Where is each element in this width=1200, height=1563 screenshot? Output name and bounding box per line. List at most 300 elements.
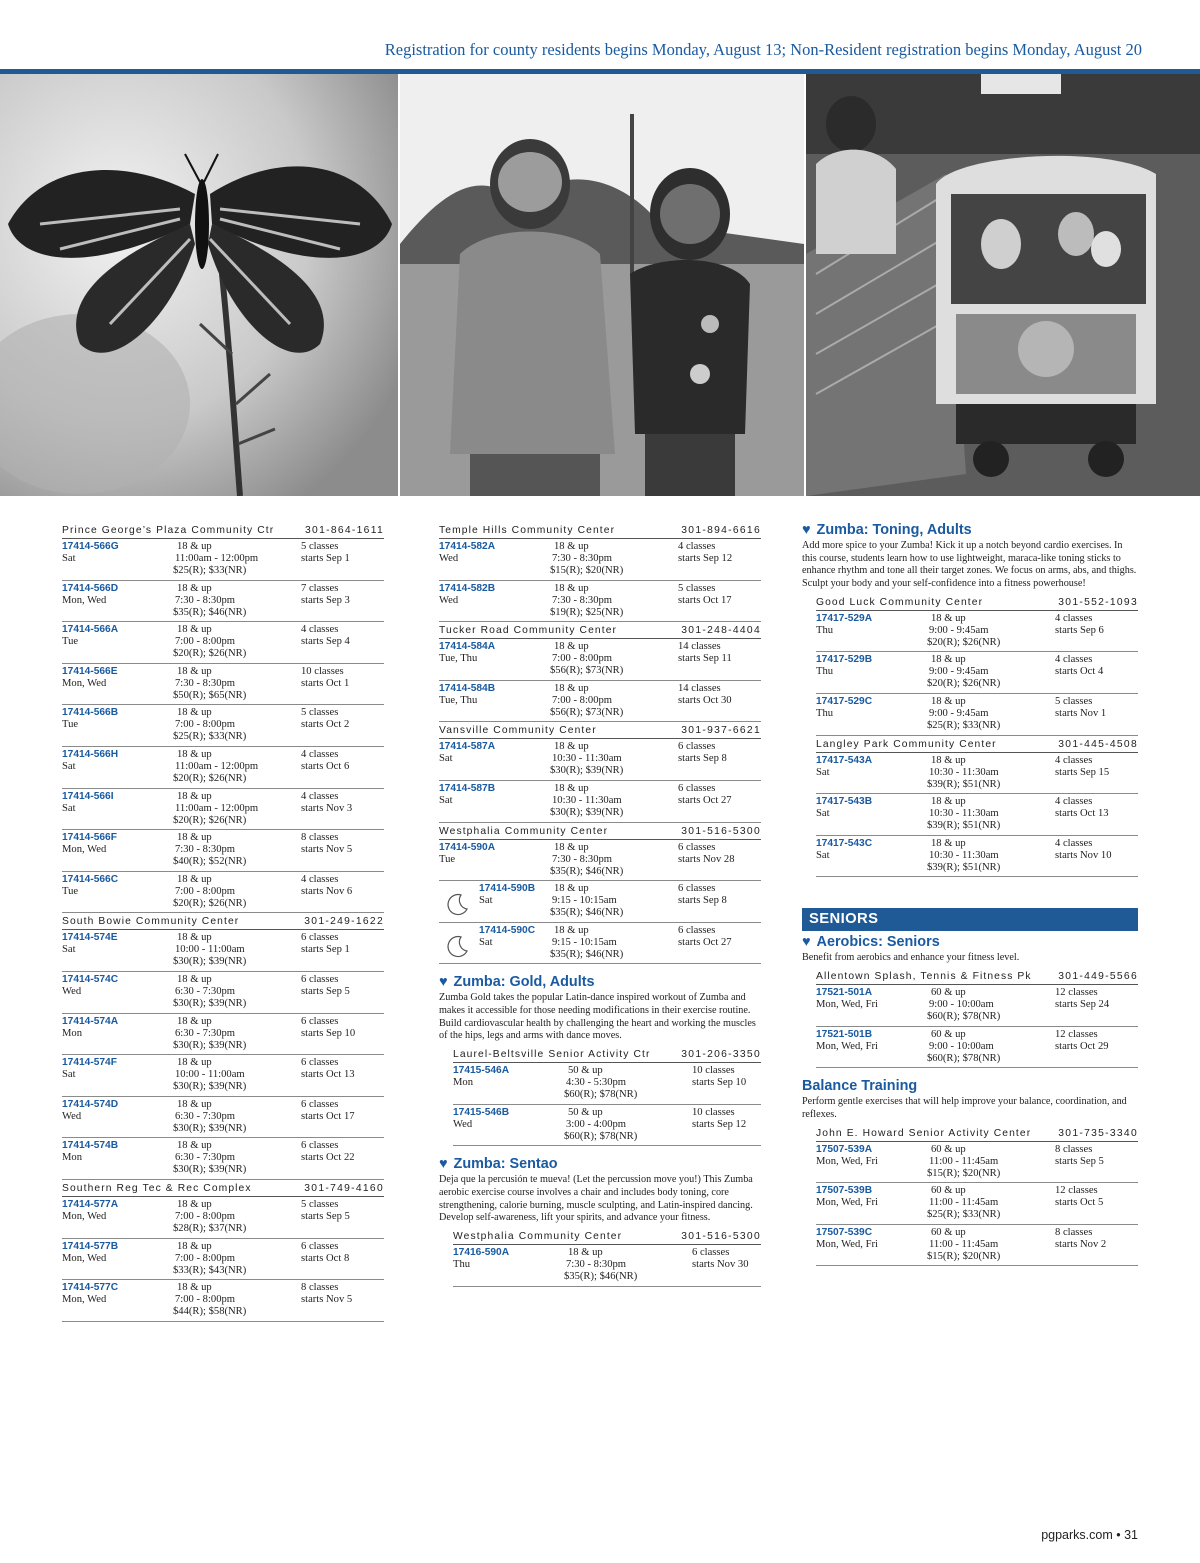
class-days: Sat [62,760,76,772]
class-code: 17417-529B [816,654,873,666]
heart-icon: ♥ [439,1156,448,1173]
class-age: 18 & up [177,1198,212,1210]
class-age: 18 & up [554,641,589,653]
class-age: 18 & up [177,541,212,552]
class-count: 4 classes [301,748,339,760]
venue-name: Vansville Community Center [439,725,597,737]
class-time: 11:00am - 12:00pm [175,802,259,814]
class-age: 18 & up [177,1098,212,1110]
class-fee: $25(R); $33(NR) [927,1209,1001,1221]
class-time: 7:30 - 8:30pm [175,594,236,606]
section-title [439,974,761,990]
class-count: 5 classes [301,541,339,552]
class-code: 17417-529C [816,696,873,707]
class-row [816,836,1138,878]
class-code: 17417-529A [816,612,873,624]
class-start: starts Nov 5 [301,844,353,856]
class-fee: $56(R); $73(NR) [550,665,624,677]
class-days: Wed [453,1118,473,1130]
class-code: 17414-590B [479,883,536,895]
kids-face-paint-photo [400,74,804,496]
class-start: starts Sep 5 [301,1210,350,1222]
class-time: 10:30 - 11:30am [552,794,622,806]
class-days: Wed [439,553,459,564]
section-title-text: Zumba: Sentao [453,1156,558,1173]
class-code: 17521-501A [816,987,873,999]
class-age: 18 & up [554,782,589,794]
class-time: 10:00 - 11:00am [175,944,245,956]
class-count: 8 classes [301,1282,339,1294]
venue-phone: 301-516-5300 [681,1231,761,1243]
section-description: Zumba Gold takes the popular Latin-dance inspired workout of Zumba and makes it accessible for those needing modifications in their exercise routine. Build cardiovascular health by challenging the heart and working the muscles of the hips, legs and arms with dance moves. [439,992,756,1042]
class-count: 4 classes [1055,796,1093,808]
class-start: starts Oct 17 [301,1110,355,1122]
class-code: 17414-566F [62,832,117,844]
class-age: 18 & up [177,1240,212,1252]
class-age: 18 & up [931,754,966,766]
class-start: starts Sep 1 [301,553,350,564]
class-fee: $28(R); $37(NR) [173,1222,247,1234]
class-start: starts Nov 10 [1055,849,1112,861]
class-start: starts Oct 1 [301,677,350,689]
class-days: Thu [453,1259,471,1271]
class-row [62,1097,384,1139]
class-age: 50 & up [568,1065,603,1077]
class-count: 6 classes [678,841,716,853]
class-start: starts Nov 5 [301,1294,353,1306]
class-row [62,622,384,664]
class-days: Sat [816,808,830,820]
class-count: 12 classes [1055,987,1098,999]
class-time: 11:00 - 11:45am [929,1197,999,1209]
class-age: 18 & up [177,1282,212,1294]
class-age: 50 & up [568,1106,603,1118]
class-start: starts Nov 1 [1055,708,1107,719]
class-row [816,1142,1138,1184]
class-row [439,581,761,623]
class-count: 4 classes [1055,754,1093,766]
class-code: 17414-574C [62,973,119,985]
class-fee: $15(R); $20(NR) [550,565,624,576]
class-count: 6 classes [692,1247,730,1259]
class-time: 9:00 - 9:45am [929,666,989,678]
class-time: 9:00 - 10:00am [929,1040,994,1052]
class-start: starts Nov 28 [678,853,735,865]
class-count: 6 classes [301,1015,339,1027]
class-fee: $44(R); $58(NR) [173,1306,247,1318]
class-row [453,1245,761,1287]
venue-name: Southern Reg Tec & Rec Complex [62,1182,252,1194]
class-count: 7 classes [301,582,339,594]
venue-name: Tucker Road Community Center [439,625,618,637]
class-count: 8 classes [1055,1143,1093,1155]
class-days: Mon, Wed, Fri [816,1238,878,1250]
class-count: 6 classes [301,973,339,985]
venue-header [816,1125,1138,1142]
class-time: 7:30 - 8:30pm [175,677,236,689]
class-fee: $15(R); $20(NR) [927,1250,1001,1262]
class-row [62,872,384,914]
section-description: Benefit from aerobics and enhance your fitness level. [802,952,1020,964]
class-start: starts Oct 8 [301,1252,350,1264]
class-start: starts Oct 4 [1055,666,1104,678]
class-count: 8 classes [301,832,339,844]
class-age: 60 & up [931,1226,966,1238]
class-row [816,753,1138,795]
class-code: 17414-566H [62,748,119,760]
train-ride-photo [806,74,1200,496]
class-age: 18 & up [554,883,589,895]
class-start: starts Oct 27 [678,794,732,806]
venue-phone: 301-516-5300 [681,825,761,837]
venue-header [453,1228,761,1245]
class-start: starts Oct 2 [301,719,350,731]
class-fee: $25(R); $33(NR) [173,731,247,743]
class-row [62,664,384,706]
class-time: 10:00 - 11:00am [175,1069,245,1081]
class-count: 6 classes [678,883,716,895]
class-time: 7:00 - 8:00pm [175,636,236,648]
class-row [62,1280,384,1322]
venue-name: Langley Park Community Center [816,738,997,750]
venue-phone: 301-735-3340 [1058,1127,1138,1139]
class-row [62,972,384,1014]
class-days: Sat [479,936,493,948]
venue-name: Westphalia Community Center [439,825,609,837]
class-row [439,639,761,681]
class-code: 17414-566G [62,541,119,552]
class-age: 18 & up [931,796,966,808]
class-days: Mon, Wed, Fri [816,999,878,1011]
class-time: 7:30 - 8:30pm [566,1259,627,1271]
class-days: Tue, Thu [439,653,478,665]
class-fee: $15(R); $20(NR) [927,1167,1001,1179]
class-start: starts Sep 5 [301,985,350,997]
section-title [439,1156,761,1172]
venue-header [439,722,761,739]
class-time: 9:00 - 9:45am [929,624,989,636]
class-age: 18 & up [931,696,966,707]
class-fee: $20(R); $26(NR) [173,814,247,826]
class-row [62,830,384,872]
class-count: 10 classes [692,1106,735,1118]
class-count: 6 classes [678,924,716,936]
class-count: 4 classes [301,790,339,802]
class-code: 17414-566I [62,790,114,802]
class-row [62,581,384,623]
class-age: 18 & up [177,832,212,844]
heart-icon: ♥ [439,974,448,991]
heart-icon: ♥ [802,522,811,538]
class-fee: $20(R); $26(NR) [173,772,247,784]
class-days: Mon, Wed [62,594,107,606]
class-time: 7:30 - 8:30pm [552,594,613,606]
venue-header [439,622,761,639]
class-row [439,881,761,923]
class-fee: $39(R); $51(NR) [927,820,1001,832]
class-count: 5 classes [678,582,716,594]
class-row [816,1027,1138,1069]
class-days: Wed [62,1110,82,1122]
class-start: starts Sep 6 [1055,624,1104,636]
class-row [62,930,384,972]
class-age: 18 & up [177,707,212,719]
class-time: 9:15 - 10:15am [552,936,617,948]
class-age: 18 & up [177,1140,212,1152]
class-time: 7:00 - 8:00pm [175,1294,236,1306]
class-start: starts Nov 30 [692,1259,749,1271]
class-age: 18 & up [931,612,966,624]
class-code: 17415-546A [453,1065,510,1077]
class-row [816,985,1138,1027]
aerobics-schedule [816,968,1138,1068]
class-time: 9:15 - 10:15am [552,895,617,907]
class-time: 7:00 - 8:00pm [552,653,613,665]
class-fee: $60(R); $78(NR) [927,1011,1001,1023]
class-days: Mon, Wed, Fri [816,1197,878,1209]
class-code: 17414-587A [439,741,496,753]
section-title-text: Aerobics: Seniors [816,934,940,951]
class-days: Mon, Wed [62,677,107,689]
class-start: starts Sep 12 [692,1118,747,1130]
class-age: 18 & up [554,582,589,594]
class-start: starts Oct 27 [678,936,732,948]
class-time: 10:30 - 11:30am [929,808,999,820]
class-days: Mon, Wed, Fri [816,1155,878,1167]
column-2 [439,522,761,1287]
class-fee: $35(R); $46(NR) [550,948,624,960]
seniors-section-bar: SENIORS [802,908,1138,931]
class-start: starts Oct 5 [1055,1197,1104,1209]
class-age: 18 & up [177,748,212,760]
class-days: Sat [62,944,76,956]
class-row [62,539,384,581]
class-age: 18 & up [931,837,966,849]
venue-phone: 301-248-4404 [681,625,761,637]
class-start: starts Sep 8 [678,753,727,765]
class-count: 12 classes [1055,1185,1098,1197]
section-description: Add more spice to your Zumba! Kick it up a notch beyond cardio exercises. In this course, students learn how to use lightweight, maraca-like toning sticks to enhance rhythm and tone all their target zones. We focus on arms, abs, and thighs. Sculpt your body and your self-confidence into a fitness powerhouse! [802,540,1137,590]
class-code: 17414-590A [439,841,496,853]
class-code: 17414-566D [62,582,119,594]
class-time: 11:00 - 11:45am [929,1238,999,1250]
sentao-schedule [453,1228,761,1287]
class-fee: $39(R); $51(NR) [927,861,1001,873]
class-row [816,1183,1138,1225]
class-code: 17414-582A [439,541,496,552]
class-time: 7:00 - 8:00pm [175,1210,236,1222]
class-start: starts Sep 3 [301,594,350,606]
class-fee: $60(R); $78(NR) [564,1089,638,1101]
class-age: 18 & up [177,1057,212,1069]
venue-phone: 301-449-5566 [1058,971,1138,983]
class-count: 12 classes [1055,1028,1098,1040]
class-code: 17417-543A [816,754,873,766]
balance-schedule [816,1125,1138,1267]
class-days: Thu [816,708,834,719]
class-code: 17507-539A [816,1143,873,1155]
class-count: 14 classes [678,641,721,653]
class-row [62,1055,384,1097]
class-time: 7:00 - 8:00pm [175,885,236,897]
venue-header [816,968,1138,985]
class-count: 4 classes [301,624,339,636]
venue-phone: 301-894-6616 [681,525,761,536]
venue-phone: 301-445-4508 [1058,738,1138,750]
class-age: 18 & up [177,790,212,802]
class-start: starts Sep 8 [678,895,727,907]
venue-name: Westphalia Community Center [453,1231,623,1243]
class-code: 17414-582B [439,582,496,594]
class-fee: $20(R); $26(NR) [173,648,247,660]
class-fee: $25(R); $33(NR) [173,565,247,576]
class-count: 10 classes [301,665,344,677]
class-time: 6:30 - 7:30pm [175,985,236,997]
class-days: Mon [453,1077,474,1089]
venue-name: Prince George’s Plaza Community Ctr [62,525,275,536]
class-count: 6 classes [301,1140,339,1152]
class-days: Sat [62,553,76,564]
class-start: starts Sep 24 [1055,999,1110,1011]
class-fee: $35(R); $46(NR) [173,606,247,618]
class-code: 17414-566C [62,873,119,885]
class-start: starts Sep 1 [301,944,350,956]
class-code: 17414-566A [62,624,119,636]
class-age: 18 & up [177,582,212,594]
class-start: starts Nov 6 [301,885,353,897]
class-days: Sat [816,766,830,778]
venue-phone: 301-552-1093 [1058,596,1138,608]
class-days: Sat [439,753,453,765]
class-fee: $40(R); $52(NR) [173,856,247,868]
class-code: 17414-587B [439,782,496,794]
class-time: 10:30 - 11:30am [929,849,999,861]
class-days: Mon, Wed [62,1294,107,1306]
class-age: 18 & up [568,1247,603,1259]
class-days: Sat [816,849,830,861]
class-time: 9:00 - 10:00am [929,999,994,1011]
class-code: 17414-566B [62,707,119,719]
class-count: 6 classes [301,1240,339,1252]
venue-phone: 301-249-1622 [304,916,384,928]
class-age: 60 & up [931,1185,966,1197]
class-fee: $33(R); $43(NR) [173,1264,247,1276]
class-code: 17417-543B [816,796,873,808]
venue-header [816,736,1138,753]
class-code: 17414-574B [62,1140,119,1152]
class-count: 6 classes [678,741,716,753]
class-days: Mon [62,1152,83,1164]
venue-name: Allentown Splash, Tennis & Fitness Pk [816,971,1032,983]
class-fee: $25(R); $33(NR) [927,720,1001,731]
venue-phone: 301-749-4160 [304,1182,384,1194]
heart-icon: ♥ [802,934,811,951]
class-start: starts Nov 2 [1055,1238,1107,1250]
class-start: starts Sep 12 [678,553,733,564]
section-title-text: Balance Training [802,1078,918,1095]
class-time: 7:30 - 8:30pm [552,553,613,564]
class-code: 17414-574F [62,1057,117,1069]
class-start: starts Sep 4 [301,636,350,648]
class-fee: $30(R); $39(NR) [550,765,624,777]
section-title [802,1078,1138,1094]
class-start: starts Oct 13 [1055,808,1109,820]
class-time: 6:30 - 7:30pm [175,1027,236,1039]
class-code: 17414-584B [439,682,496,694]
class-row [439,681,761,723]
venue-name: Temple Hills Community Center [439,525,616,536]
class-fee: $39(R); $51(NR) [927,778,1001,790]
class-age: 18 & up [177,932,212,944]
class-time: 4:30 - 5:30pm [566,1077,627,1089]
class-count: 6 classes [301,1057,339,1069]
venue-name: South Bowie Community Center [62,916,240,928]
class-fee: $60(R); $78(NR) [927,1052,1001,1064]
class-start: starts Sep 5 [1055,1155,1104,1167]
class-code: 17507-539B [816,1185,873,1197]
class-count: 4 classes [1055,837,1093,849]
class-time: 10:30 - 11:30am [552,753,622,765]
moon-icon [445,935,469,959]
class-code: 17414-574A [62,1015,119,1027]
class-days: Thu [816,624,834,636]
class-start: starts Oct 30 [678,694,732,706]
class-time: 7:00 - 8:00pm [175,719,236,731]
class-fee: $20(R); $26(NR) [927,678,1001,690]
gold-schedule [453,1046,761,1146]
class-row [816,1225,1138,1267]
class-days: Mon [62,1027,83,1039]
venue-name: Laurel-Beltsville Senior Activity Ctr [453,1049,651,1061]
venue-name: Good Luck Community Center [816,596,984,608]
class-fee: $30(R); $39(NR) [173,1039,247,1051]
class-count: 5 classes [301,1198,339,1210]
class-age: 18 & up [554,541,589,552]
venue-header [439,823,761,840]
class-count: 6 classes [678,782,716,794]
class-count: 4 classes [1055,612,1093,624]
class-count: 6 classes [301,1098,339,1110]
class-row [62,1138,384,1180]
class-count: 5 classes [1055,696,1093,707]
class-fee: $60(R); $78(NR) [564,1130,638,1142]
class-fee: $56(R); $73(NR) [550,706,624,718]
venue-phone: 301-864-1611 [305,525,384,536]
column-1 [62,522,384,1322]
class-age: 18 & up [177,624,212,636]
class-row [62,1197,384,1239]
class-age: 60 & up [931,1143,966,1155]
class-age: 60 & up [931,987,966,999]
class-age: 18 & up [554,741,589,753]
class-row [816,652,1138,694]
class-fee: $20(R); $26(NR) [927,636,1001,648]
venue-phone: 301-206-3350 [681,1049,761,1061]
class-row [816,794,1138,836]
class-days: Sat [62,1069,76,1081]
section-description: Perform gentle exercises that will help improve your balance, coordination, and reflexes. [802,1096,1127,1120]
class-time: 7:30 - 8:30pm [175,844,236,856]
venue-header [816,594,1138,611]
class-start: starts Oct 22 [301,1152,355,1164]
section-title-text: Zumba: Toning, Adults [816,522,972,538]
class-code: 17414-577A [62,1198,119,1210]
class-days: Mon, Wed, Fri [816,1040,878,1052]
class-time: 7:00 - 8:00pm [175,1252,236,1264]
class-days: Tue [439,853,456,865]
class-days: Sat [479,895,493,907]
class-time: 11:00 - 11:45am [929,1155,999,1167]
